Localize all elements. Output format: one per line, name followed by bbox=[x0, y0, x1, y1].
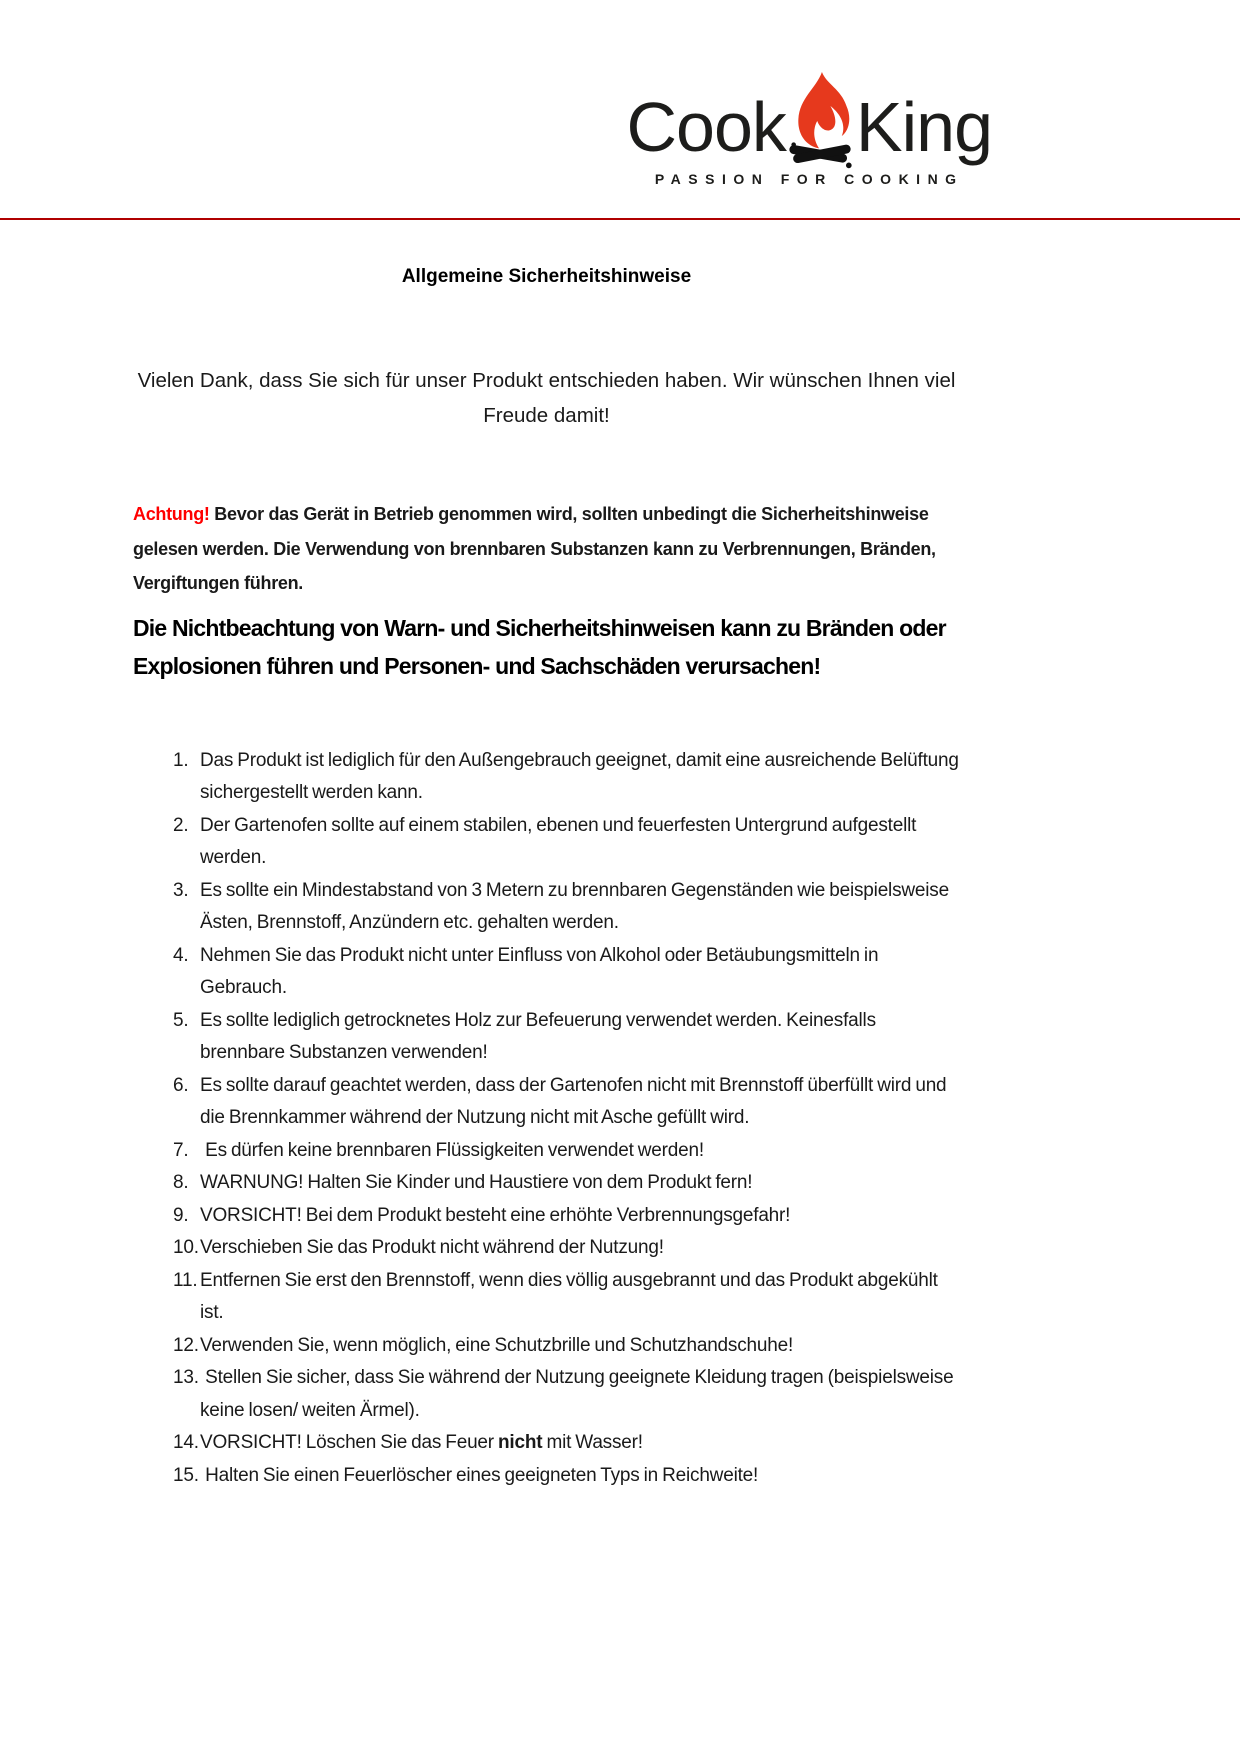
warning-paragraph bbox=[133, 497, 960, 601]
logo-word-king: King bbox=[855, 88, 992, 166]
item-text-bold: nicht bbox=[498, 1432, 543, 1453]
list-item bbox=[133, 1460, 960, 1493]
logo-word-cook: Cook bbox=[626, 88, 786, 166]
document-content bbox=[133, 264, 963, 1492]
item-text: Der Gartenofen sollte auf einem stabilen, ebenen und feuerfesten Untergrund aufgestellt werden. bbox=[200, 814, 921, 868]
item-number: 13. bbox=[173, 1367, 199, 1388]
page-header bbox=[0, 0, 1240, 218]
item-text: Es sollte ein Mindestabstand von 3 Metern zu brennbaren Gegenständen wie beispielsweise Ästen, Brennstoff, Anzündern etc. gehalten werden. bbox=[200, 879, 954, 933]
intro-paragraph: Vielen Dank, dass Sie sich für unser Produkt entschieden haben. Wir wünschen Ihnen viel Freude damit! bbox=[137, 369, 956, 427]
warning-label: Achtung! bbox=[133, 504, 210, 524]
list-item bbox=[133, 1005, 960, 1070]
list-item bbox=[133, 1232, 960, 1265]
item-text: Halten Sie einen Feuerlöscher eines geeigneten Typs in Reichweite! bbox=[200, 1464, 759, 1486]
item-text: Nehmen Sie das Produkt nicht unter Einfluss von Alkohol oder Betäubungsmitteln in Gebrauch. bbox=[200, 944, 883, 998]
item-number: 11. bbox=[173, 1269, 198, 1291]
main-heading: Die Nichtbeachtung von Warn- und Sicherheitshinweisen kann zu Bränden oder Explosionen führen und Personen- und Sachschäden verursachen! bbox=[133, 614, 946, 679]
item-number: 12. bbox=[173, 1334, 199, 1356]
item-text-before: VORSICHT! Löschen Sie das Feuer bbox=[200, 1432, 499, 1453]
item-number: 9. bbox=[173, 1204, 189, 1226]
item-number: 6. bbox=[173, 1074, 189, 1096]
item-number: 8. bbox=[173, 1172, 189, 1193]
list-item bbox=[133, 1070, 960, 1135]
item-number: 1. bbox=[173, 749, 189, 771]
page-title: Allgemeine Sicherheitshinweise bbox=[401, 266, 692, 287]
cookking-logo bbox=[626, 72, 992, 187]
item-number: 14. bbox=[173, 1432, 199, 1453]
item-text: Es sollte lediglich getrocknetes Holz zur Befeuerung verwendet werden. Keinesfalls brennbare Substanzen verwenden! bbox=[200, 1009, 880, 1063]
warning-text: Bevor das Gerät in Betrieb genommen wird, sollten unbedingt die Sicherheitshinweise gelesen werden. Die Verwendung von brennbaren Substanzen kann zu Verbrennungen, Bränden, Vergiftungen führen. bbox=[133, 504, 941, 593]
logo-tagline: PASSION FOR COOKING bbox=[654, 171, 964, 187]
item-text: Verschieben Sie das Produkt nicht während der Nutzung! bbox=[200, 1237, 664, 1258]
list-item bbox=[133, 1330, 960, 1363]
list-item bbox=[133, 940, 960, 1005]
safety-instruction-list bbox=[133, 745, 963, 1493]
item-number: 2. bbox=[173, 814, 189, 836]
campfire-flame-icon bbox=[788, 72, 854, 172]
item-text: Entfernen Sie erst den Brennstoff, wenn dies völlig ausgebrannt und das Produkt abgekühlt ist. bbox=[200, 1269, 942, 1323]
list-item bbox=[133, 875, 960, 940]
item-number: 10. bbox=[173, 1237, 199, 1258]
item-text: VORSICHT! Bei dem Produkt besteht eine erhöhte Verbrennungsgefahr! bbox=[200, 1204, 791, 1226]
list-item bbox=[133, 1362, 960, 1427]
item-text: Es dürfen keine brennbaren Flüssigkeiten verwendet werden! bbox=[200, 1139, 704, 1161]
list-item bbox=[133, 1265, 960, 1330]
item-text: WARNUNG! Halten Sie Kinder und Haustiere von dem Produkt fern! bbox=[200, 1172, 753, 1193]
item-number: 3. bbox=[173, 879, 189, 901]
item-text: Es sollte darauf geachtet werden, dass der Gartenofen nicht mit Brennstoff überfüllt wird und die Brennkammer während der Nutzung nicht mit Asche gefüllt wird. bbox=[200, 1074, 951, 1128]
list-item bbox=[133, 1200, 960, 1233]
item-number: 5. bbox=[173, 1009, 189, 1031]
list-item bbox=[133, 745, 963, 810]
list-item bbox=[133, 810, 960, 875]
item-text: Das Produkt ist lediglich für den Außengebrauch geeignet, damit eine ausreichende Belüftung sichergestellt werden kann. bbox=[200, 749, 963, 803]
item-text-after: mit Wasser! bbox=[542, 1432, 643, 1453]
header-divider-line bbox=[0, 218, 1240, 220]
list-item bbox=[133, 1167, 960, 1200]
item-text: Stellen Sie sicher, dass Sie während der Nutzung geeignete Kleidung tragen (beispielsweise keine losen/ weiten Ärmel). bbox=[200, 1367, 958, 1421]
item-text: Verwenden Sie, wenn möglich, eine Schutzbrille und Schutzhandschuhe! bbox=[200, 1334, 794, 1356]
list-item bbox=[133, 1135, 960, 1168]
item-number: 4. bbox=[173, 944, 189, 966]
list-item bbox=[133, 1427, 960, 1460]
item-number: 7. bbox=[173, 1139, 189, 1161]
item-number: 15. bbox=[173, 1464, 199, 1486]
item-text bbox=[200, 1432, 643, 1453]
